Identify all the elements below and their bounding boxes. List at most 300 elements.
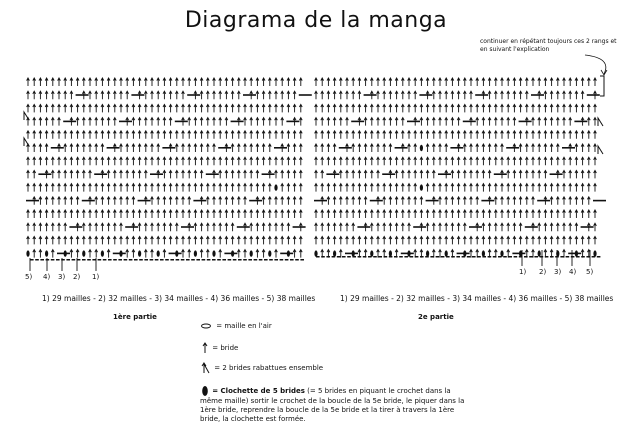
- treble-mark: [225, 197, 228, 205]
- chain-mark: [69, 226, 82, 228]
- treble-mark: [138, 170, 141, 178]
- legend-bobble-desc: (= 5 brides en piquant le crochet dans la même maille) sortir le crochet de la boucle de la 5e bride, le piquer dans la 1ère bride, reprendre la boucle de la 5e bride et la tirer à travers la 1ère bride, la clochette est formée.: [200, 387, 465, 423]
- treble-mark: [364, 184, 367, 192]
- base-chain: [534, 256, 538, 258]
- treble-mark: [544, 131, 547, 139]
- treble-mark: [494, 131, 497, 139]
- treble-mark: [494, 91, 497, 99]
- bobble-mark: [287, 250, 290, 256]
- treble-mark: [51, 118, 54, 126]
- treble-mark: [482, 104, 485, 112]
- treble-mark: [107, 236, 110, 244]
- treble-mark: [352, 236, 355, 244]
- treble-mark: [346, 131, 349, 139]
- treble-mark: [451, 78, 454, 86]
- treble-mark: [358, 210, 361, 218]
- treble-mark: [525, 91, 528, 99]
- chain-mark: [82, 200, 95, 202]
- treble-mark: [113, 157, 116, 165]
- size-label: 5): [586, 268, 594, 276]
- treble-mark: [358, 197, 361, 205]
- treble-mark: [476, 78, 479, 86]
- treble-mark: [470, 131, 473, 139]
- treble-mark: [82, 78, 85, 86]
- treble-mark: [364, 118, 367, 126]
- treble-mark: [200, 157, 203, 165]
- treble-mark: [45, 184, 48, 192]
- treble-mark: [569, 223, 572, 231]
- treble-mark: [188, 250, 191, 258]
- treble-mark: [538, 223, 541, 231]
- treble-mark: [151, 236, 154, 244]
- treble-mark: [321, 223, 324, 231]
- treble-mark: [169, 91, 172, 99]
- treble-mark: [175, 78, 178, 86]
- treble-mark: [463, 197, 466, 205]
- treble-mark: [383, 197, 386, 205]
- note-arrow: [585, 55, 606, 74]
- treble-mark: [163, 236, 166, 244]
- treble-mark: [200, 210, 203, 218]
- treble-mark: [538, 78, 541, 86]
- treble-mark: [101, 157, 104, 165]
- base-chain: [503, 256, 507, 258]
- treble-mark: [594, 170, 597, 178]
- treble-mark: [426, 170, 429, 178]
- treble-mark: [476, 184, 479, 192]
- treble-mark: [370, 157, 373, 165]
- bobble-mark: [119, 250, 122, 256]
- treble-mark: [51, 131, 54, 139]
- treble-mark: [550, 118, 553, 126]
- treble-mark: [231, 223, 234, 231]
- treble-mark: [352, 144, 355, 152]
- treble-mark: [275, 104, 278, 112]
- chain-mark: [426, 200, 439, 202]
- treble-mark: [95, 91, 98, 99]
- treble-mark: [194, 184, 197, 192]
- treble-mark: [113, 131, 116, 139]
- treble-mark: [513, 236, 516, 244]
- base-chain: [40, 259, 44, 261]
- treble-mark: [256, 236, 259, 244]
- treble-mark: [113, 236, 116, 244]
- base-chain: [165, 259, 169, 261]
- chain-mark: [125, 226, 138, 228]
- treble-mark: [587, 210, 590, 218]
- treble-mark: [281, 197, 284, 205]
- treble-mark: [58, 104, 61, 112]
- treble-mark: [182, 91, 185, 99]
- treble-mark: [420, 170, 423, 178]
- treble-mark: [175, 104, 178, 112]
- treble-mark: [432, 78, 435, 86]
- treble-mark: [95, 197, 98, 205]
- base-chain: [493, 256, 497, 258]
- treble-mark: [575, 197, 578, 205]
- base-chain: [451, 256, 455, 258]
- treble-mark: [45, 210, 48, 218]
- treble-mark: [64, 157, 67, 165]
- base-chain: [430, 256, 434, 258]
- treble-mark: [107, 131, 110, 139]
- chain-mark: [370, 200, 383, 202]
- treble-mark: [268, 210, 271, 218]
- treble-mark: [237, 170, 240, 178]
- treble-mark: [414, 131, 417, 139]
- treble-mark: [70, 78, 73, 86]
- treble-mark: [299, 118, 302, 126]
- treble-mark: [113, 223, 116, 231]
- chain-mark: [138, 200, 151, 202]
- chain-mark: [506, 147, 519, 149]
- chain-mark: [26, 200, 39, 202]
- treble-mark: [281, 104, 284, 112]
- treble-mark: [346, 197, 349, 205]
- chain-mark: [57, 253, 70, 255]
- treble-mark: [101, 144, 104, 152]
- treble-mark: [144, 118, 147, 126]
- treble-mark: [439, 210, 442, 218]
- treble-mark: [401, 91, 404, 99]
- treble-mark: [120, 223, 123, 231]
- treble-mark: [213, 157, 216, 165]
- base-chain: [176, 259, 180, 261]
- chain-mark: [224, 253, 237, 255]
- treble-mark: [426, 236, 429, 244]
- treble-mark: [358, 78, 361, 86]
- treble-mark: [225, 236, 228, 244]
- treble-mark: [138, 223, 141, 231]
- base-chain: [160, 259, 164, 261]
- treble-mark: [33, 131, 36, 139]
- treble-mark: [352, 91, 355, 99]
- treble-mark: [120, 197, 123, 205]
- treble-mark: [82, 210, 85, 218]
- filled-oval-icon: [200, 385, 210, 397]
- treble-mark: [377, 78, 380, 86]
- base-chain: [222, 259, 226, 261]
- treble-mark: [200, 78, 203, 86]
- treble-mark: [519, 197, 522, 205]
- chain-mark: [218, 147, 231, 149]
- treble-mark: [513, 170, 516, 178]
- treble-mark: [594, 223, 597, 231]
- treble-mark: [339, 184, 342, 192]
- treble-mark: [194, 236, 197, 244]
- treble-mark: [426, 118, 429, 126]
- bobble-mark: [231, 250, 234, 256]
- base-chain: [295, 259, 299, 261]
- treble-mark: [420, 78, 423, 86]
- treble-mark: [219, 104, 222, 112]
- treble-mark: [488, 223, 491, 231]
- treble-mark: [445, 223, 448, 231]
- base-chain: [332, 256, 336, 258]
- treble-mark: [45, 223, 48, 231]
- treble-mark: [45, 131, 48, 139]
- treble-mark: [346, 236, 349, 244]
- treble-mark: [39, 118, 42, 126]
- treble-mark: [293, 210, 296, 218]
- chain-mark: [206, 173, 219, 175]
- treble-mark: [327, 118, 330, 126]
- treble-mark: [470, 91, 473, 99]
- treble-mark: [513, 118, 516, 126]
- treble-mark: [507, 236, 510, 244]
- base-chain: [228, 259, 232, 261]
- treble-mark: [268, 131, 271, 139]
- chain-mark: [299, 94, 312, 96]
- treble-mark: [225, 157, 228, 165]
- treble-mark: [231, 131, 234, 139]
- treble-mark: [89, 236, 92, 244]
- base-chain: [124, 259, 128, 261]
- treble-mark: [525, 236, 528, 244]
- treble-mark: [138, 210, 141, 218]
- treble-mark: [293, 184, 296, 192]
- stitch-counts-part1: 1) 29 mailles - 2) 32 mailles - 3) 34 mailles - 4) 36 mailles - 5) 38 mailles: [42, 294, 316, 303]
- size-label: 4): [43, 273, 51, 281]
- treble-mark: [281, 223, 284, 231]
- treble-mark: [408, 170, 411, 178]
- treble-mark: [352, 223, 355, 231]
- treble-mark: [395, 170, 398, 178]
- treble-mark: [39, 157, 42, 165]
- treble-mark: [27, 78, 30, 86]
- treble-mark: [89, 184, 92, 192]
- treble-mark: [231, 157, 234, 165]
- treble-mark: [501, 197, 504, 205]
- treble-mark: [352, 157, 355, 165]
- chain-mark: [150, 173, 163, 175]
- treble-mark: [200, 184, 203, 192]
- treble-mark: [581, 170, 584, 178]
- treble-mark: [346, 91, 349, 99]
- treble-mark: [250, 236, 253, 244]
- treble-mark: [219, 223, 222, 231]
- treble-mark: [58, 118, 61, 126]
- treble-mark: [138, 157, 141, 165]
- treble-mark: [27, 131, 30, 139]
- treble-mark: [64, 184, 67, 192]
- treble-mark: [470, 157, 473, 165]
- treble-mark: [432, 236, 435, 244]
- base-chain: [467, 256, 471, 258]
- treble-mark: [501, 78, 504, 86]
- treble-mark: [389, 236, 392, 244]
- base-chain: [212, 259, 216, 261]
- treble-mark: [445, 236, 448, 244]
- treble-mark: [544, 236, 547, 244]
- treble-mark: [157, 184, 160, 192]
- treble-mark: [383, 118, 386, 126]
- base-chain: [441, 256, 445, 258]
- treble-mark: [451, 210, 454, 218]
- treble-mark: [132, 78, 135, 86]
- treble-mark: [138, 236, 141, 244]
- treble-mark: [439, 223, 442, 231]
- treble-mark: [563, 197, 566, 205]
- treble-mark: [194, 78, 197, 86]
- treble-mark: [293, 170, 296, 178]
- treble-mark: [395, 104, 398, 112]
- treble-mark: [333, 131, 336, 139]
- chain-mark: [314, 200, 327, 202]
- chain-mark: [345, 253, 358, 255]
- treble-mark: [432, 144, 435, 152]
- bobble-mark: [212, 250, 215, 256]
- treble-mark: [89, 210, 92, 218]
- treble-mark: [401, 118, 404, 126]
- treble-mark: [538, 184, 541, 192]
- treble-mark: [144, 144, 147, 152]
- treble-mark: [389, 78, 392, 86]
- bobble-mark: [250, 250, 253, 256]
- treble-mark: [58, 131, 61, 139]
- legend-treble-text: = bride: [212, 344, 239, 352]
- treble-mark: [163, 91, 166, 99]
- treble-mark: [213, 197, 216, 205]
- treble-mark: [70, 157, 73, 165]
- treble-mark: [213, 131, 216, 139]
- base-chain: [290, 259, 294, 261]
- treble-mark: [333, 223, 336, 231]
- treble-mark: [339, 157, 342, 165]
- treble-mark: [550, 210, 553, 218]
- treble-mark: [275, 91, 278, 99]
- treble-mark: [519, 78, 522, 86]
- treble-mark: [206, 236, 209, 244]
- treble-mark: [262, 131, 265, 139]
- treble-mark: [501, 104, 504, 112]
- base-chain: [274, 259, 278, 261]
- treble-mark: [507, 78, 510, 86]
- base-chain: [243, 259, 247, 261]
- treble-mark: [281, 157, 284, 165]
- treble-mark: [76, 118, 79, 126]
- treble-mark: [70, 250, 73, 258]
- treble-mark: [33, 223, 36, 231]
- base-chain: [233, 259, 237, 261]
- treble-mark: [107, 91, 110, 99]
- treble-mark: [126, 250, 129, 258]
- treble-mark: [333, 91, 336, 99]
- treble-mark: [113, 91, 116, 99]
- treble-mark: [275, 236, 278, 244]
- treble-mark: [445, 184, 448, 192]
- treble-mark: [569, 91, 572, 99]
- treble-mark: [426, 131, 429, 139]
- treble-mark: [126, 170, 129, 178]
- treble-mark: [482, 78, 485, 86]
- treble-mark: [95, 157, 98, 165]
- treble-mark: [575, 104, 578, 112]
- treble-mark: [532, 170, 535, 178]
- treble-mark: [383, 223, 386, 231]
- treble-mark: [476, 210, 479, 218]
- treble-mark: [463, 210, 466, 218]
- size-label: 2): [73, 273, 81, 281]
- treble-mark: [321, 131, 324, 139]
- treble-mark: [113, 184, 116, 192]
- treble-mark: [507, 197, 510, 205]
- chain-mark: [326, 173, 339, 175]
- treble-mark: [169, 170, 172, 178]
- treble-mark: [287, 131, 290, 139]
- treble-mark: [244, 236, 247, 244]
- treble-mark: [213, 91, 216, 99]
- small-oval-icon: [200, 322, 214, 330]
- treble-mark: [132, 118, 135, 126]
- base-chain: [248, 259, 252, 261]
- treble-mark: [231, 197, 234, 205]
- base-chain: [30, 259, 34, 261]
- treble-mark: [256, 170, 259, 178]
- treble-mark: [95, 104, 98, 112]
- chain-mark: [262, 173, 275, 175]
- treble-mark: [45, 78, 48, 86]
- treble-mark: [457, 157, 460, 165]
- base-chain: [404, 256, 408, 258]
- treble-mark: [58, 210, 61, 218]
- treble-mark: [219, 250, 222, 258]
- treble-mark: [501, 157, 504, 165]
- treble-mark: [321, 78, 324, 86]
- treble-mark: [569, 184, 572, 192]
- bobble-mark: [500, 250, 503, 256]
- treble-mark: [538, 210, 541, 218]
- treble-mark: [144, 78, 147, 86]
- chain-mark: [181, 226, 194, 228]
- base-chain: [472, 256, 476, 258]
- treble-mark: [194, 170, 197, 178]
- treble-mark: [268, 104, 271, 112]
- treble-mark: [27, 157, 30, 165]
- chain-mark: [581, 226, 594, 228]
- treble-mark: [89, 118, 92, 126]
- treble-mark: [401, 104, 404, 112]
- treble-mark: [327, 157, 330, 165]
- chain-mark: [113, 253, 126, 255]
- treble-mark: [432, 131, 435, 139]
- treble-mark: [244, 131, 247, 139]
- treble-mark: [594, 118, 597, 126]
- treble-mark: [408, 131, 411, 139]
- legend-chain: [200, 322, 272, 330]
- treble-mark: [237, 197, 240, 205]
- treble-mark: [275, 78, 278, 86]
- treble-mark: [293, 78, 296, 86]
- treble-mark: [420, 197, 423, 205]
- treble-mark: [315, 184, 318, 192]
- treble-mark: [420, 236, 423, 244]
- treble-mark: [107, 170, 110, 178]
- treble-mark: [364, 104, 367, 112]
- treble-mark: [333, 78, 336, 86]
- chain-mark: [593, 200, 606, 202]
- treble-mark: [358, 104, 361, 112]
- treble-mark: [256, 184, 259, 192]
- treble-mark: [39, 104, 42, 112]
- treble-mark: [594, 157, 597, 165]
- base-chain: [56, 259, 60, 261]
- treble-mark: [587, 197, 590, 205]
- treble-mark: [126, 157, 129, 165]
- treble-mark: [51, 236, 54, 244]
- treble-mark: [244, 144, 247, 152]
- bobble-mark: [175, 250, 178, 256]
